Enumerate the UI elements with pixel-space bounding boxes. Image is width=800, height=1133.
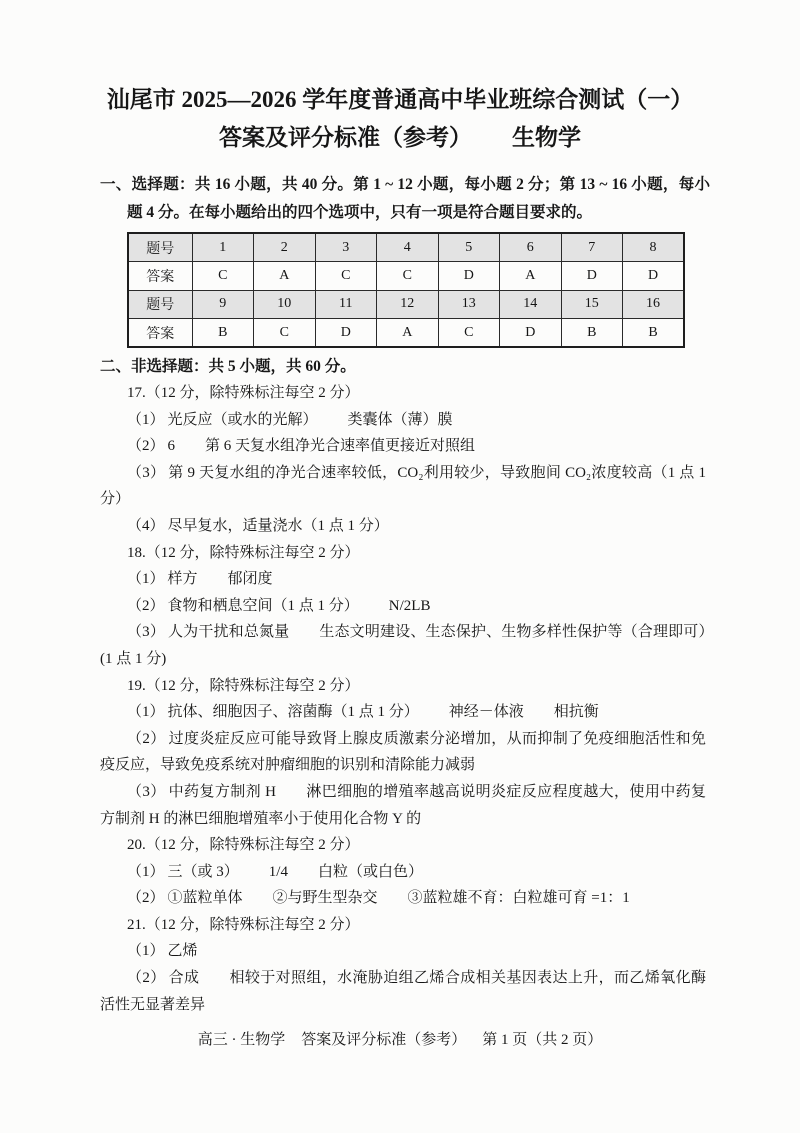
table-cell: 3 bbox=[315, 233, 377, 262]
question-part bbox=[100, 726, 706, 779]
table-cell: 10 bbox=[254, 290, 316, 319]
question-part bbox=[100, 433, 706, 460]
table-cell: 5 bbox=[438, 233, 500, 262]
table-row-answers bbox=[128, 319, 684, 348]
answer: 过度炎症反应可能导致肾上腺皮质激素分泌增加，从而抑制了免疫细胞活性和免疫反应，导致免疫系统对肿瘤细胞的识别和清除能力减弱 bbox=[100, 730, 706, 774]
document-subtitle bbox=[0, 124, 800, 152]
question-part bbox=[100, 699, 706, 726]
answer: 神经－体液 bbox=[448, 704, 524, 721]
footer-grade-subject: 高三 · 生物学 bbox=[197, 1032, 286, 1048]
part-number: （2） bbox=[127, 730, 166, 747]
table-cell: 8 bbox=[623, 233, 685, 262]
section2-heading: 二、非选择题：共 5 小题，共 60 分。 bbox=[100, 358, 356, 375]
part-number: （4） bbox=[127, 517, 165, 534]
table-cell: D bbox=[315, 319, 377, 348]
table-cell: 9 bbox=[192, 290, 254, 319]
question-header: 17.（12 分，除特殊标注每空 2 分） bbox=[127, 385, 360, 401]
table-cell: B bbox=[623, 319, 685, 348]
table-cell: 15 bbox=[561, 290, 623, 319]
part-number: （1） bbox=[127, 863, 165, 880]
table-cell: 16 bbox=[623, 290, 685, 319]
question-part bbox=[100, 407, 706, 434]
answer: 中药复方制剂 H bbox=[168, 783, 276, 800]
table-cell: C bbox=[315, 262, 377, 291]
table-cell: D bbox=[500, 319, 562, 348]
table-cell: C bbox=[438, 319, 500, 348]
question-19 bbox=[100, 673, 706, 833]
question-21 bbox=[100, 912, 706, 1018]
question-part bbox=[100, 619, 706, 672]
row-label: 答案 bbox=[128, 319, 192, 348]
part-number: （1） bbox=[127, 411, 165, 428]
question-header: 18.（12 分，除特殊标注每空 2 分） bbox=[127, 544, 360, 561]
question-part bbox=[100, 859, 706, 886]
table-cell: B bbox=[561, 319, 623, 348]
row-label: 答案 bbox=[128, 262, 192, 291]
answer: ②与野生型杂交 bbox=[272, 890, 378, 907]
answer: 相抗衡 bbox=[553, 704, 599, 721]
table-cell: 4 bbox=[377, 233, 439, 262]
question-header: 21.（12 分，除特殊标注每空 2 分） bbox=[127, 916, 360, 933]
part-number: （3） bbox=[127, 783, 166, 800]
part-number: （2） bbox=[127, 438, 165, 455]
table-cell: 14 bbox=[500, 290, 562, 319]
question-part bbox=[100, 938, 706, 965]
footer-page-number: 第 1 页（共 2 页） bbox=[482, 1032, 603, 1048]
table-row-question-numbers bbox=[128, 290, 684, 319]
answer: N/2LB bbox=[388, 597, 431, 614]
answer: 第 6 天复水组净光合速率值更接近对照组 bbox=[205, 438, 476, 455]
part-number: （1） bbox=[127, 704, 165, 721]
table-cell: C bbox=[254, 319, 316, 348]
table-cell: 12 bbox=[377, 290, 439, 319]
table-cell: B bbox=[192, 319, 254, 348]
table-cell: A bbox=[254, 262, 316, 291]
table-cell: D bbox=[438, 262, 500, 291]
answer: 类囊体（薄）膜 bbox=[347, 411, 453, 428]
page-footer bbox=[0, 1027, 800, 1053]
part-number: （1） bbox=[127, 943, 165, 960]
answer: 第 9 天复水组的净光合速率较低，CO₂利用较少，导致胞间 CO₂浓度较高（1 点 1 分） bbox=[100, 464, 706, 508]
table-cell: 7 bbox=[561, 233, 623, 262]
section2-answers bbox=[100, 380, 706, 1018]
answer: 6 bbox=[167, 438, 176, 455]
table-cell: 2 bbox=[254, 233, 316, 262]
part-number: （1） bbox=[127, 571, 165, 588]
table-cell: A bbox=[500, 262, 562, 291]
answer: 白粒（或白色） bbox=[317, 863, 423, 880]
section1-heading: 一、选择题：共 16 小题，共 40 分。第 1 ~ 12 小题，每小题 2 分；第 13 ~ 16 小题，每小题 4 分。在每小题给出的四个选项中，只有一项是符合题目要求的。 bbox=[100, 176, 710, 221]
question-header: 19.（12 分，除特殊标注每空 2 分） bbox=[127, 677, 360, 694]
question-part bbox=[100, 513, 706, 540]
table-cell: C bbox=[192, 262, 254, 291]
table-cell: 6 bbox=[500, 233, 562, 262]
question-part bbox=[100, 566, 706, 593]
question-header: 20.（12 分，除特殊标注每空 2 分） bbox=[127, 837, 360, 854]
row-label: 题号 bbox=[128, 290, 192, 319]
answer: ③蓝粒雄不育：白粒雄可育 =1：1 bbox=[407, 890, 630, 907]
footer-doc-name: 答案及评分标准（参考） bbox=[301, 1032, 467, 1048]
question-18 bbox=[100, 540, 706, 673]
question-20 bbox=[100, 832, 706, 912]
answer: ①蓝粒单体 bbox=[167, 890, 243, 907]
question-part bbox=[100, 885, 706, 912]
row-label: 题号 bbox=[128, 233, 192, 262]
table-cell: 11 bbox=[315, 290, 377, 319]
answer: 合成 bbox=[168, 970, 200, 987]
question-part bbox=[100, 460, 706, 513]
subtitle-subject: 生物学 bbox=[512, 125, 581, 150]
answer: 抗体、细胞因子、溶菌酶（1 点 1 分） bbox=[167, 704, 419, 721]
answer: 三（或 3） bbox=[167, 863, 239, 880]
question-17 bbox=[100, 380, 706, 540]
part-number: （3） bbox=[127, 624, 165, 641]
answer: 光反应（或水的光解） bbox=[167, 411, 318, 428]
table-row-answers bbox=[128, 262, 684, 291]
answer: 1/4 bbox=[268, 863, 288, 880]
table-cell: A bbox=[377, 319, 439, 348]
answer: 尽早复水，适量浇水（1 点 1 分） bbox=[167, 517, 389, 534]
document-title: 汕尾市 2025—2026 学年度普通高中毕业班综合测试（一） bbox=[106, 87, 694, 112]
answer: 人为干扰和总氮量 bbox=[168, 624, 290, 641]
table-cell: D bbox=[623, 262, 685, 291]
table-cell: C bbox=[377, 262, 439, 291]
part-number: （2） bbox=[127, 970, 166, 987]
question-part bbox=[100, 593, 706, 620]
table-cell: D bbox=[561, 262, 623, 291]
answer: 郁闭度 bbox=[227, 571, 273, 588]
question-part bbox=[100, 965, 706, 1018]
answer: 乙烯 bbox=[167, 943, 198, 960]
question-part bbox=[100, 779, 706, 832]
answer: 样方 bbox=[167, 571, 198, 588]
part-number: （2） bbox=[127, 597, 165, 614]
answer-table bbox=[127, 232, 685, 348]
answer: 淋巴细胞的增殖率越高说明炎症反应程度越大，使用中药复方制剂 H 的淋巴细胞增殖率小于使用化合物 Y 的 bbox=[100, 783, 706, 827]
answer: 生态文明建设、生态保护、生物多样性保护等（合理即可）(1 点 1 分) bbox=[100, 624, 706, 667]
subtitle-answer-key: 答案及评分标准（参考） bbox=[219, 125, 472, 150]
part-number: （3） bbox=[127, 464, 166, 481]
table-row-question-numbers bbox=[128, 233, 684, 262]
answer: 食物和栖息空间（1 点 1 分） bbox=[167, 597, 359, 614]
answer: 相较于对照组，水淹胁迫组乙烯合成相关基因表达上升，而乙烯氧化酶活性无显著差异 bbox=[100, 970, 706, 1013]
part-number: （2） bbox=[127, 890, 165, 907]
table-cell: 1 bbox=[192, 233, 254, 262]
table-cell: 13 bbox=[438, 290, 500, 319]
